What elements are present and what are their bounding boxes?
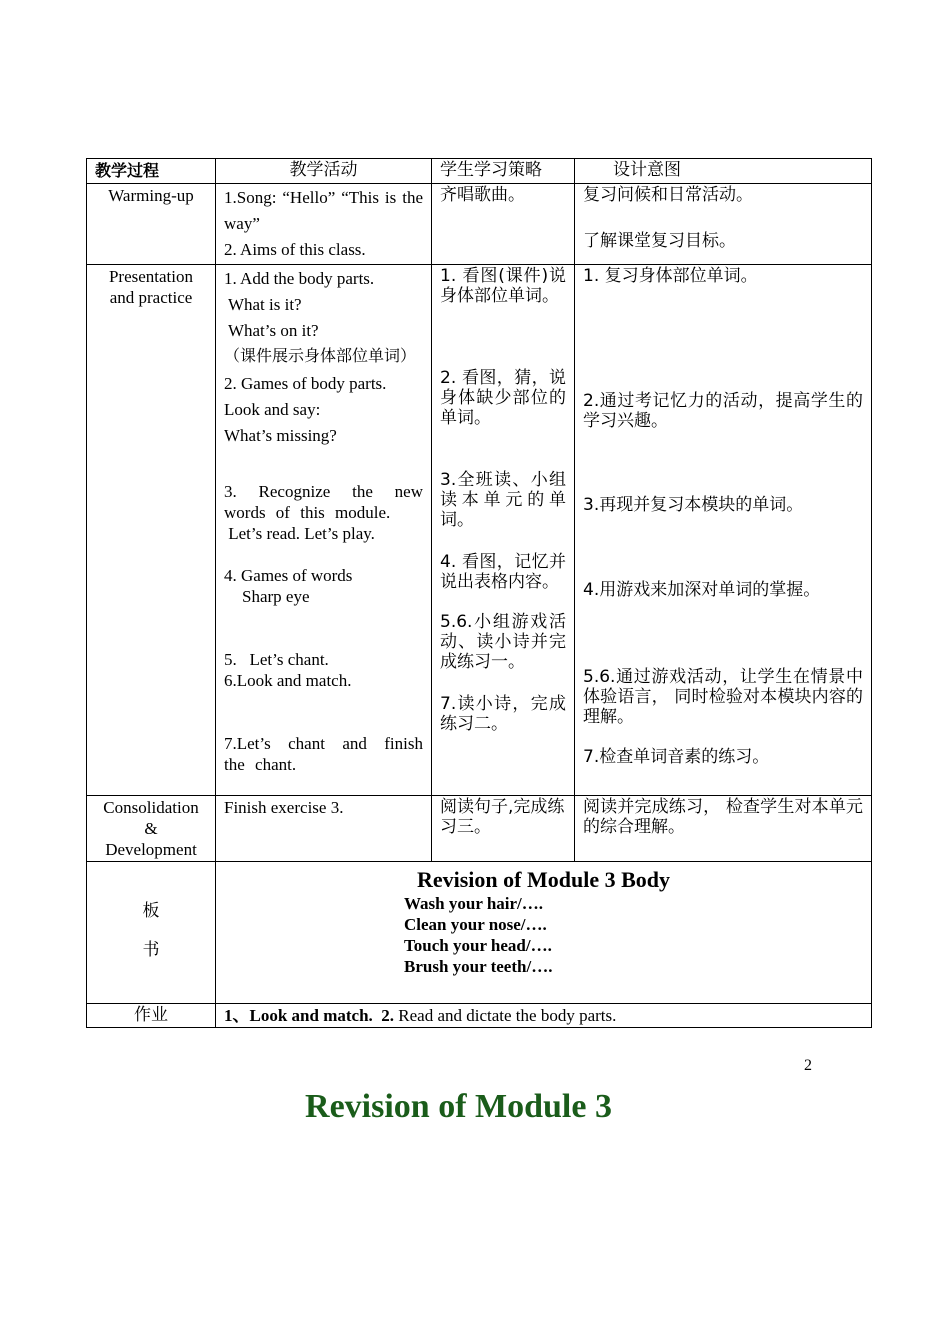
warming-intent <box>575 184 872 265</box>
pres-activity-12: 5. Let’s chant. <box>224 650 329 669</box>
consolidation-stage-1: Consolidation <box>103 798 199 817</box>
page-number: 2 <box>804 1057 812 1074</box>
pres-activity-10: 4. Games of words <box>224 566 353 585</box>
pres-intent-3: 3.再现并复习本模块的单词。 <box>583 495 804 515</box>
lesson-plan-table <box>86 158 872 1028</box>
board-lines <box>404 893 863 977</box>
pres-intent-1: 1. 复习身体部位单词。 <box>583 266 758 286</box>
table-header-row <box>87 159 872 184</box>
homework-part2-num: 2. <box>381 1006 395 1025</box>
pres-activity-7: What’s missing? <box>224 426 337 445</box>
homework-row <box>87 1004 872 1028</box>
consolidation-stage <box>87 796 216 862</box>
consolidation-stage-3: Development <box>105 840 197 859</box>
board-line: Touch your head/…. <box>404 936 552 955</box>
pres-activity-13: 6.Look and match. <box>224 671 352 690</box>
header-activity: 教学活动 <box>216 159 432 184</box>
warming-intent-1: 复习问候和日常活动。 <box>583 185 753 205</box>
presentation-strategy <box>432 265 575 796</box>
pres-strategy-1: 1. 看图(课件)说身体部位单词。 <box>440 266 566 306</box>
pres-activity-9: Let’s read. Let’s play. <box>224 524 375 543</box>
pres-strategy-5: 5.6.小组游戏活动、读小诗并完成练习一。 <box>440 612 566 672</box>
pres-activity-5: 2. Games of body parts. <box>224 374 387 393</box>
pres-strategy-3: 3.全班读、小组读本单元的单词。 <box>440 470 566 530</box>
board-title: Revision of Module 3 Body <box>416 867 671 892</box>
presentation-intent <box>575 265 872 796</box>
pres-activity-14: 7.Let’s chant and finish the chant. <box>224 734 423 774</box>
consolidation-activity: Finish exercise 3. <box>216 796 432 862</box>
header-strategy: 学生学习策略 <box>432 159 575 184</box>
warming-activity <box>216 184 432 265</box>
board-stage-2: 书 <box>142 940 160 960</box>
next-section-title: Revision of Module 3 <box>305 1088 612 1125</box>
warming-activity-1: 1.Song: “Hello” “This is the way” <box>224 188 423 233</box>
consolidation-strategy: 阅读句子,完成练习三。 <box>432 796 575 862</box>
presentation-row <box>87 265 872 796</box>
header-stage: 教学过程 <box>87 159 216 184</box>
pres-activity-3: What’s on it? <box>224 321 319 340</box>
board-row <box>87 862 872 1004</box>
pres-activity-11: Sharp eye <box>242 587 310 606</box>
pres-activity-6: Look and say: <box>224 400 321 419</box>
pres-intent-6: 7.检查单词音素的练习。 <box>583 747 770 767</box>
pres-intent-4: 4.用游戏来加深对单词的掌握。 <box>583 580 821 600</box>
board-stage <box>87 862 216 1004</box>
warming-strategy: 齐唱歌曲。 <box>432 184 575 265</box>
pres-activity-1: 1. Add the body parts. <box>224 269 375 288</box>
pres-strategy-4: 4. 看图，记忆并说出表格内容。 <box>440 552 566 592</box>
warming-stage: Warming-up <box>87 184 216 265</box>
presentation-stage: Presentation and practice <box>87 265 216 796</box>
pres-activity-8: 3. Recognize the new words of this module. <box>224 482 423 522</box>
pres-intent-2: 2.通过考记忆力的活动，提高学生的学习兴趣。 <box>583 391 863 431</box>
board-line: Clean your nose/…. <box>404 915 547 934</box>
pres-activity-4: （课件展示身体部位单词） <box>224 346 417 365</box>
board-line: Wash your hair/…. <box>404 894 544 913</box>
pres-intent-5: 5.6.通过游戏活动，让学生在情景中体验语言， 同时检验对本模块内容的理解。 <box>583 667 863 727</box>
board-line: Brush your teeth/…. <box>404 957 553 976</box>
warming-row <box>87 184 872 265</box>
presentation-activity <box>216 265 432 796</box>
board-content <box>216 862 872 1004</box>
pres-strategy-6: 7.读小诗，完成练习二。 <box>440 694 566 734</box>
homework-content <box>216 1004 872 1028</box>
consolidation-intent: 阅读并完成练习， 检查学生对本单元的综合理解。 <box>575 796 872 862</box>
warming-activity-2: 2. Aims of this class. <box>224 240 366 259</box>
pres-activity-2: What is it? <box>224 295 302 314</box>
warming-intent-2: 了解课堂复习目标。 <box>583 231 736 251</box>
consolidation-stage-2: & <box>144 819 158 838</box>
homework-stage: 作业 <box>87 1004 216 1028</box>
homework-part1: 1、Look and match. <box>224 1006 373 1025</box>
consolidation-row <box>87 796 872 862</box>
homework-part2-text: Read and dictate the body parts. <box>394 1006 617 1025</box>
board-stage-1: 板 <box>142 901 160 921</box>
header-intent: 设计意图 <box>575 159 872 184</box>
pres-strategy-2: 2. 看图，猜，说身体缺少部位的单词。 <box>440 368 566 428</box>
